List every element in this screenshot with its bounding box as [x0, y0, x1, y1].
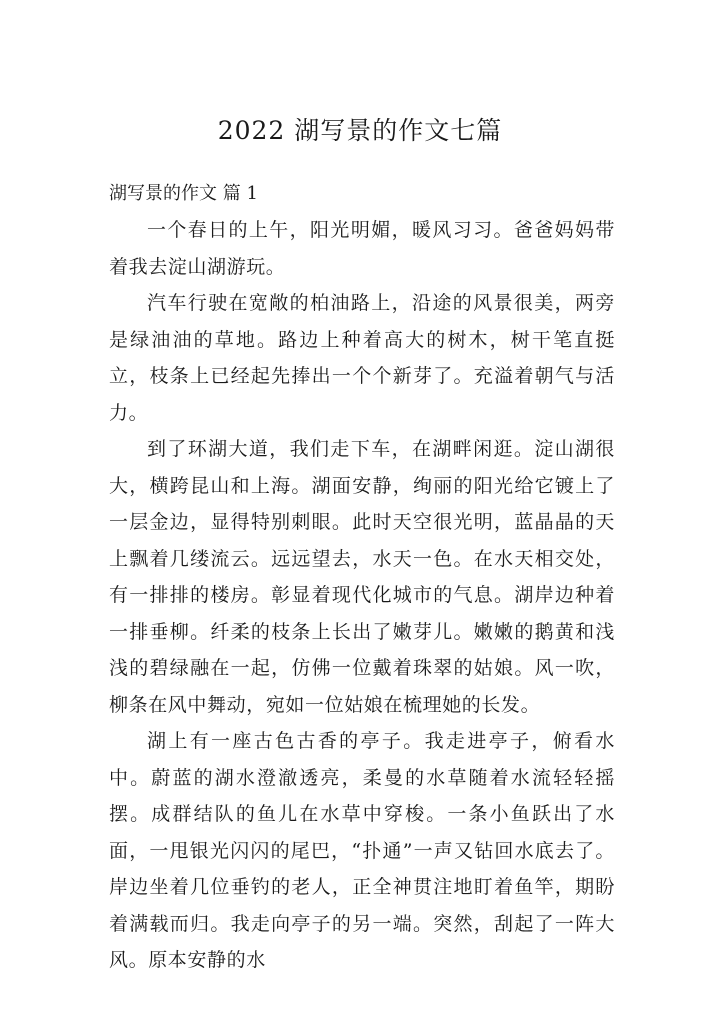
paragraph: 汽车行驶在宽敞的柏油路上，沿途的风景很美，两旁是绿油油的草地。路边上种着高大的树木，树干笔直挺立，枝条上已经起先捧出一个个新芽了。充溢着朝气与活力。 — [109, 292, 615, 424]
paragraph: 一个春日的上午，阳光明媚，暖风习习。爸爸妈妈带着我去淀山湖游玩。 — [109, 219, 615, 278]
document-body — [109, 176, 615, 979]
section-heading: 湖写景的作文 篇 1 — [109, 183, 258, 204]
paragraph: 湖上有一座古色古香的亭子。我走进亭子，俯看水中。蔚蓝的湖水澄澈透亮，柔曼的水草随着水流轻轻摇摆。成群结队的鱼儿在水草中穿梭。一条小鱼跃出了水面，一甩银光闪闪的尾巴，“扑通”一声又钻回水底去了。岸边坐着几位垂钓的老人，正全神贯注地盯着鱼竿，期盼着满载而归。我走向亭子的另一端。突然，刮起了一阵大风。原本安静的水 — [109, 730, 615, 971]
document-title: 2022 湖写景的作文七篇 — [217, 116, 503, 145]
paragraph: 到了环湖大道，我们走下车，在湖畔闲逛。淀山湖很大，横跨昆山和上海。湖面安静，绚丽的阳光给它镀上了一层金边，显得特别刺眼。此时天空很光明，蓝晶晶的天上飘着几缕流云。远远望去，水天一色。在水天相交处，有一排排的楼房。彰显着现代化城市的气息。湖岸边种着一排垂柳。纤柔的枝条上长出了嫩芽儿。嫩嫩的鹅黄和浅浅的碧绿融在一起，仿佛一位戴着珠翠的姑娘。风一吹，柳条在风中舞动，宛如一位姑娘在梳理她的长发。 — [109, 438, 615, 716]
